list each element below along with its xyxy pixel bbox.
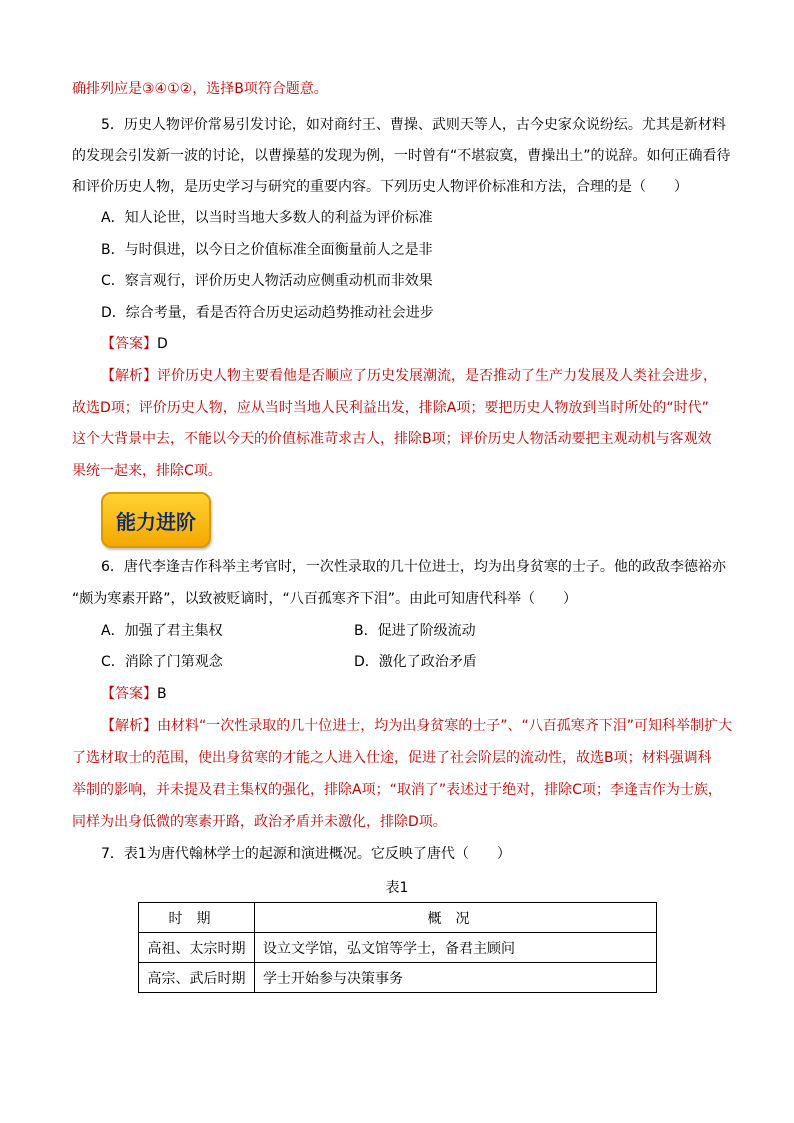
q6-explanation-line-1: 【解析】由材料“一次性录取的几十位进士，均为出身贫寒的士子”、“八百孤寒齐下泪”可知科举制扩大	[101, 718, 733, 734]
q5-option-a: A．知人论世，以当时当地大多数人的利益为评价标准	[101, 210, 433, 226]
q6-option-b: B．促进了阶级流动	[354, 623, 476, 639]
table-caption: 表1	[385, 880, 409, 896]
history-table	[138, 902, 657, 993]
q6-stem-line-1: 6．唐代李逢吉作科举主考官时，一次性录取的几十位进士，均为出身贫寒的士子。他的政敌李德裕亦	[101, 559, 726, 575]
answer-value: D	[157, 336, 168, 352]
table-header-overview: 概况	[255, 903, 657, 933]
explanation-label: 【解析】	[101, 718, 157, 734]
q6-stem-line-2: “颇为寒素开路”，以致被贬谪时，“八百孤寒齐下泪”。由此可知唐代科举（ ）	[72, 591, 578, 607]
q6-explanation-line-4: 同样为出身低微的寒素开路，政治矛盾并未激化，排除D项。	[72, 814, 447, 830]
table-header-row	[139, 903, 657, 933]
table-header-period: 时期	[139, 903, 255, 933]
table-row	[139, 933, 657, 963]
q5-stem-line-2: 的发现会引发新一波的讨论，以曹操墓的发现为例，一时曾有“不堪寂寞，曹操出土”的说辞。如何正确看待	[72, 148, 731, 164]
q6-explanation-line-2: 了选材取士的范围，使出身贫寒的才能之人进入仕途，促进了社会阶层的流动性，故选B项；材料强调科	[72, 750, 712, 766]
q7-stem-line-1: 7．表1为唐代翰林学士的起源和演进概况。它反映了唐代（ ）	[101, 846, 511, 862]
table-cell-period: 高宗、武后时期	[139, 963, 255, 993]
q6-option-c: C．消除了门第观念	[101, 654, 223, 670]
q5-explanation-line-3: 这个大背景中去，不能以今天的价值标准苛求古人，排除B项；评价历史人物活动要把主观动机与客观效	[72, 431, 712, 447]
explanation-label: 【解析】	[101, 368, 157, 384]
q6-explanation-line-3: 举制的影响，并未提及君主集权的强化，排除A项；“取消了”表述过于绝对，排除C项；李逢吉作为士族，	[72, 782, 722, 798]
q6-option-a: A．加强了君主集权	[101, 623, 223, 639]
table-cell-period: 高祖、太宗时期	[139, 933, 255, 963]
answer-label: 【答案】	[101, 336, 157, 352]
answer-value: B	[157, 686, 167, 702]
q5-option-b: B．与时俱进，以今日之价值标准全面衡量前人之是非	[101, 242, 433, 258]
q5-option-c: C．察言观行，评价历史人物活动应侧重动机而非效果	[101, 273, 433, 289]
q5-option-d: D．综合考量，看是否符合历史运动趋势推动社会进步	[101, 305, 434, 321]
q5-stem-line-1: 5．历史人物评价常易引发讨论，如对商纣王、曹操、武则天等人，古今史家众说纷纭。尤其是新材料	[101, 117, 726, 133]
q5-stem-line-3: 和评价历史人物，是历史学习与研究的重要内容。下列历史人物评价标准和方法，合理的是（ ）	[72, 179, 688, 195]
answer-label: 【答案】	[101, 686, 157, 702]
q5-explanation-line-4: 果统一起来，排除C项。	[72, 463, 222, 479]
table-cell-overview: 学士开始参与决策事务	[255, 963, 657, 993]
q5-answer	[101, 334, 168, 354]
table-cell-overview: 设立文学馆，弘文馆等学士，备君主顾问	[255, 933, 657, 963]
q5-explanation-line-2: 故选D项；评价历史人物，应从当时当地人民利益出发，排除A项；要把历史人物放到当时所处的“时代”	[72, 400, 709, 416]
section-title-badge: 能力进阶	[101, 492, 211, 548]
q6-answer	[101, 684, 167, 704]
q5-explanation-line-1: 【解析】评价历史人物主要看他是否顺应了历史发展潮流，是否推动了生产力发展及人类社会进步，	[101, 368, 717, 384]
table-row	[139, 963, 657, 993]
q6-option-d: D．激化了政治矛盾	[354, 654, 477, 670]
previous-explanation-end: 确排列应是③④①②，选择B项符合题意。	[72, 81, 328, 97]
